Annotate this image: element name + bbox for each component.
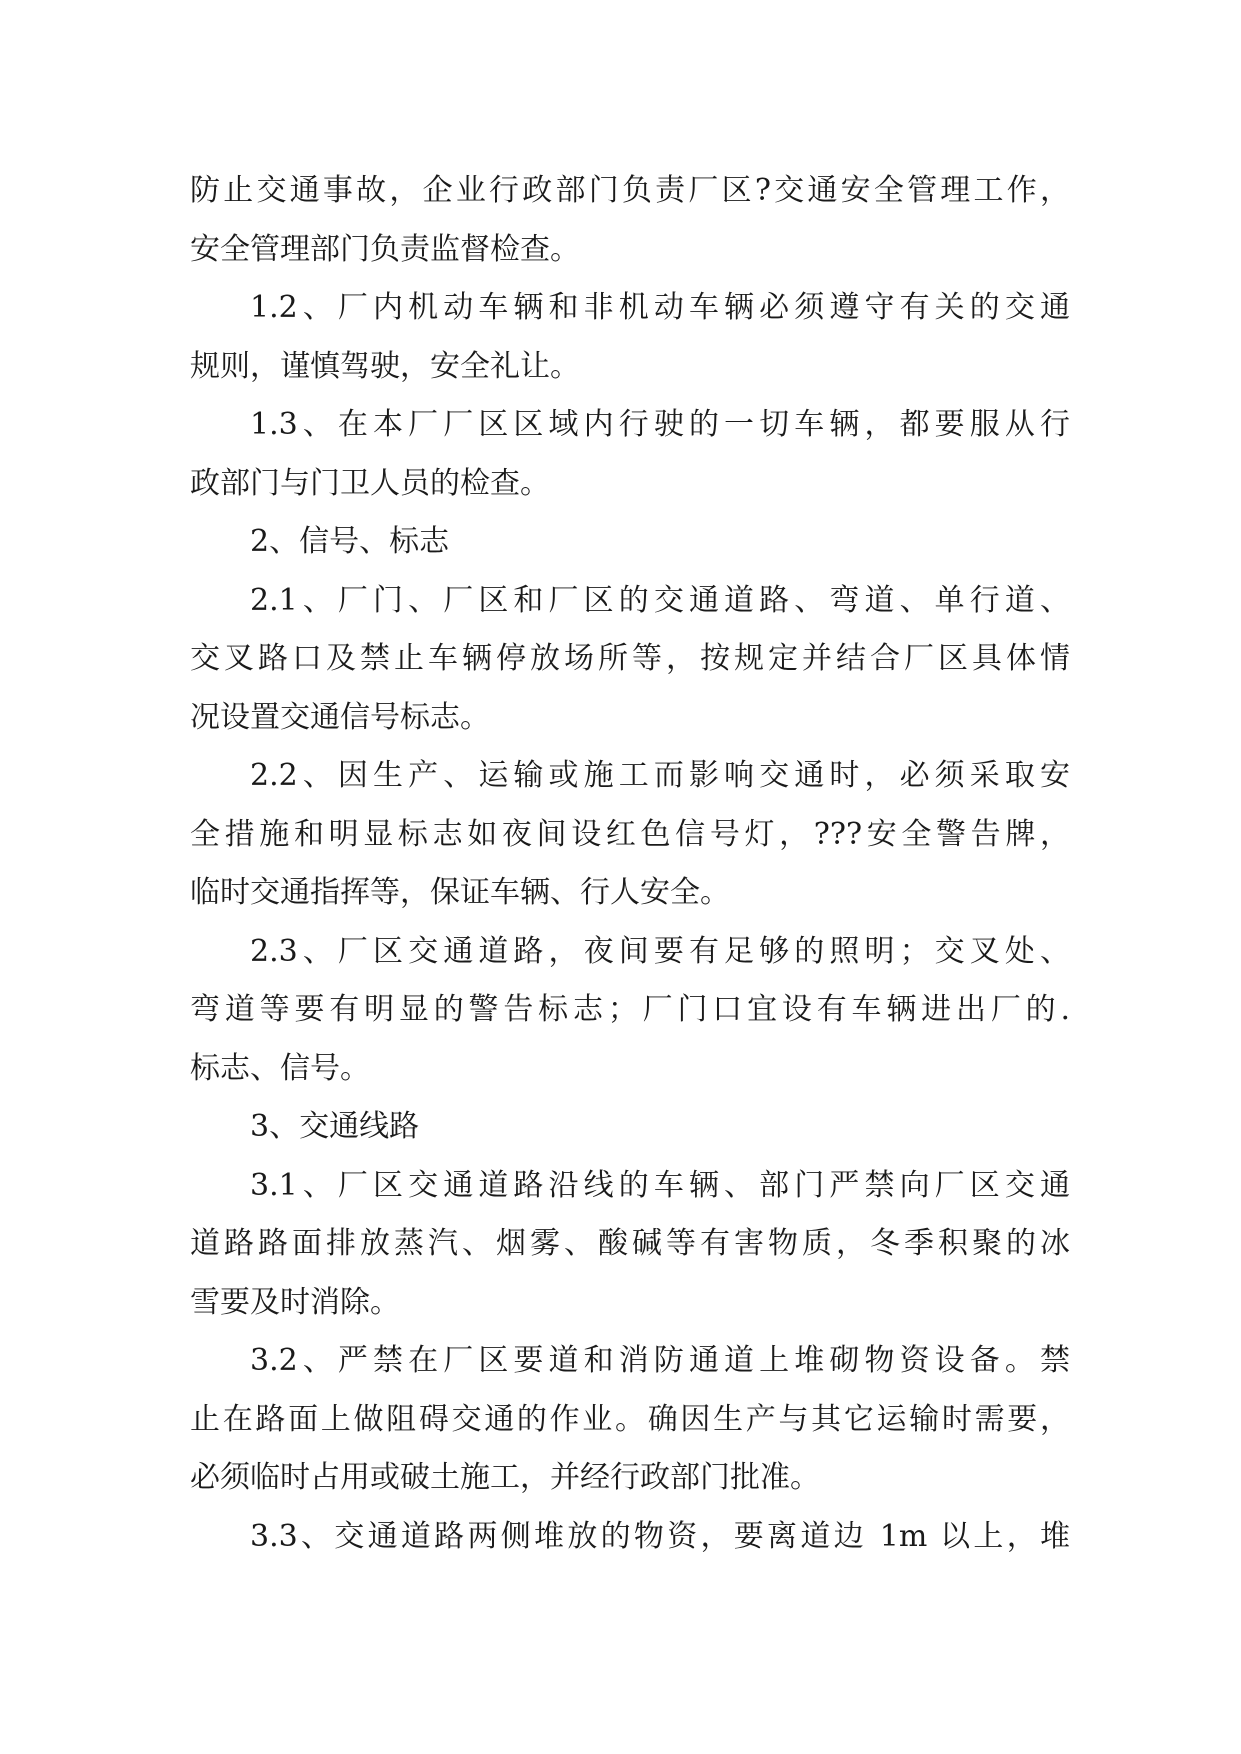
document-body [190, 162, 1070, 1566]
text-line: 3.1、厂区交通道路沿线的车辆、部门严禁向厂区交通 [250, 1167, 1070, 1203]
text-line: 道路路面排放蒸汽、烟雾、酸碱等有害物质，冬季积聚的冰 [190, 1226, 1070, 1261]
text-line: 况设置交通信号标志。 [190, 699, 490, 735]
text-line: 3.2、严禁在厂区要道和消防通道上堆砌物资设备。禁 [250, 1343, 1070, 1378]
text-line: 2.1、厂门、厂区和厂区的交通道路、弯道、单行道、 [250, 582, 1070, 618]
text-line: 1.3、在本厂厂区区域内行驶的一切车辆，都要服从行 [250, 407, 1070, 442]
text-line: 临时交通指挥等，保证车辆、行人安全。 [190, 875, 730, 910]
text-line: 弯道等要有明显的警告标志；厂门口宜设有车辆进出厂的. [190, 992, 1070, 1027]
text-line: 3.3、交通道路两侧堆放的物资，要离道边 1m 以上，堆 [250, 1518, 1070, 1554]
text-line: 1.2、厂内机动车辆和非机动车辆必须遵守有关的交通 [250, 290, 1070, 325]
text-line: 止在路面上做阻碍交通的作业。确因生产与其它运输时需要， [190, 1401, 1070, 1437]
text-line: 防止交通事故，企业行政部门负责厂区?交通安全管理工作， [190, 173, 1070, 208]
section-heading: 3、交通线路 [250, 1109, 420, 1144]
text-line: 标志、信号。 [190, 1050, 370, 1086]
text-line: 政部门与门卫人员的检查。 [190, 465, 550, 501]
section-heading: 2、信号、标志 [250, 524, 450, 559]
text-line: 2.3、厂区交通道路，夜间要有足够的照明；交叉处、 [250, 933, 1070, 969]
text-line: 雪要及时消除。 [190, 1284, 400, 1320]
text-line: 安全管理部门负责监督检查。 [190, 231, 580, 267]
text-line: 2.2、因生产、运输或施工而影响交通时，必须采取安 [250, 758, 1070, 793]
text-line: 全措施和明显标志如夜间设红色信号灯，???安全警告牌， [190, 816, 1070, 852]
text-line: 规则，谨慎驾驶，安全礼让。 [190, 348, 580, 384]
text-line: 必须临时占用或破土施工，并经行政部门批准。 [190, 1460, 820, 1495]
text-line: 交叉路口及禁止车辆停放场所等，按规定并结合厂区具体情 [190, 641, 1070, 676]
